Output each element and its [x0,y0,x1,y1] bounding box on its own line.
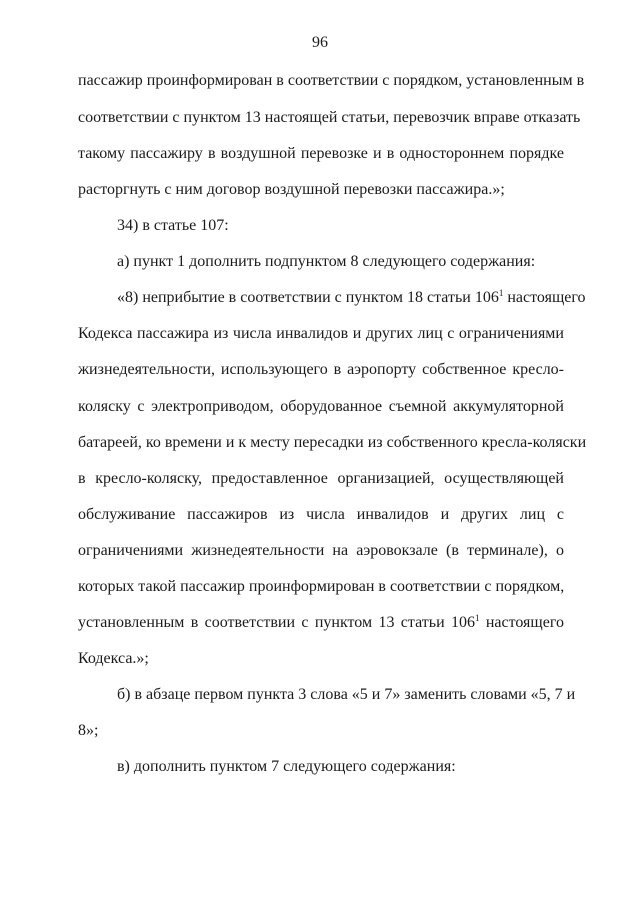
subitem-v: в) дополнить пунктом 7 следующего содержания: [117,758,456,775]
superscript: 1 [498,288,504,298]
page-number: 96 [312,34,328,51]
text-line: в кресло-коляску, предоставленное организацией, осуществляющей [78,470,564,487]
subitem-b: б) в абзаце первом пункта 3 слова «5 и 7» заменить словами «5, 7 и [117,686,576,703]
text-line: такому пассажиру в воздушной перевозке и в одностороннем порядке [78,145,564,162]
text-line: Кодекса.»; [78,650,149,667]
text-line: Кодекса пассажира из числа инвалидов и других лиц с ограничениями [78,325,564,342]
text-line: батареей, ко времени и к месту пересадки из собственного кресла-коляски [78,434,587,451]
text-line: расторгнуть с ним договор воздушной перевозки пассажира.»; [78,181,505,198]
superscript: 1 [474,613,480,623]
subitem-a: а) пункт 1 дополнить подпунктом 8 следующего содержания: [117,253,536,270]
item-34-heading: 34) в статье 107: [117,217,229,234]
text-fragment: установленным в соответствии с пунктом 13 статьи 106 [78,614,475,631]
text-line: 8»; [78,722,99,739]
text-fragment: «8) неприбытие в соответствии с пунктом 18 статьи 106 [117,289,499,306]
text-line: пассажир проинформирован в соответствии с порядком, установленным в [78,72,585,89]
text-line: соответствии с пунктом 13 настоящей статьи, перевозчик вправе отказать [78,109,581,126]
text-fragment: настоящего [503,289,586,306]
text-line: обслуживание пассажиров из числа инвалидов и других лиц с [78,506,564,523]
text-line: жизнедеятельности, использующего в аэропорту собственное кресло- [78,361,564,378]
text-line: ограничениями жизнедеятельности на аэровокзале (в терминале), о [78,542,564,559]
text-fragment: настоящего [479,614,564,631]
text-line: коляску с электроприводом, оборудованное съемной аккумуляторной [78,398,564,415]
text-line: которых такой пассажир проинформирован в соответствии с порядком, [78,578,565,595]
text-line [117,288,586,308]
text-line [78,613,564,633]
